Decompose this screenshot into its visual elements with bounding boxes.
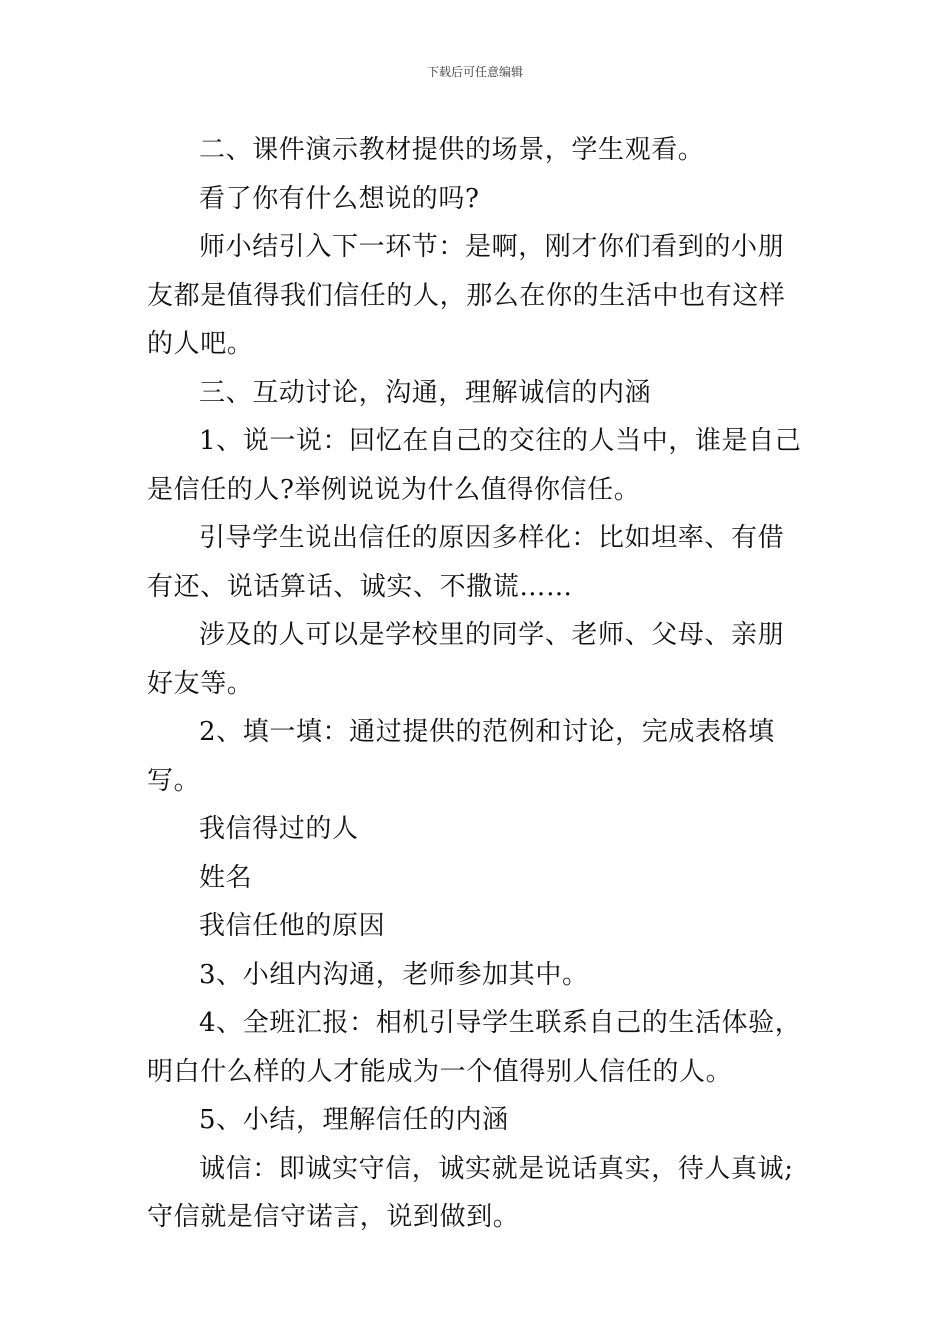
document-body xyxy=(147,126,809,1242)
table-title-trusted-person: 我信得过的人 xyxy=(199,814,359,844)
paragraph-group-communication: 3、小组内沟通，老师参加其中。 xyxy=(199,959,589,990)
paragraph-guide-reasons: 引导学生说出信任的原因多样化：比如坦率、有借有还、说话算话、诚实、不撒谎…… xyxy=(147,523,785,602)
table-field-reason: 我信任他的原因 xyxy=(199,911,386,941)
paragraph-summary-heading: 5、小结，理解信任的内涵 xyxy=(199,1105,509,1135)
paragraph-teacher-summary: 师小结引入下一环节：是啊，刚才你们看到的小朋友都是值得我们信任的人，那么在你的生活中也有这样的人吧。 xyxy=(147,232,786,359)
paragraph-integrity-definition: 诚信：即诚实守信，诚实就是说话真实，待人真诚;守信就是信守诺言，说到做到。 xyxy=(147,1153,794,1232)
paragraph-say-it: 1、说一说：回忆在自己的交往的人当中，谁是自己是信任的人?举例说说为什么值得你信任。 xyxy=(147,426,802,505)
paragraph-fill-in: 2、填一填：通过提供的范例和讨论，完成表格填写。 xyxy=(147,717,775,796)
paragraph-class-report: 4、全班汇报：相机引导学生联系自己的生活体验，明白什么样的人才能成为一个值得别人信任的人。 xyxy=(147,1008,802,1087)
page-header-note: 下载后可任意编辑 xyxy=(426,65,523,79)
paragraph-people-involved: 涉及的人可以是学校里的同学、老师、父母、亲朋好友等。 xyxy=(147,620,785,699)
section-heading-discussion: 三、互动讨论，沟通，理解诚信的内涵 xyxy=(199,377,652,408)
table-field-name: 姓名 xyxy=(199,862,253,893)
paragraph-courseware-demo: 二、课件演示教材提供的场景，学生观看。 xyxy=(199,135,705,165)
paragraph-question: 看了你有什么想说的吗? xyxy=(199,183,480,214)
